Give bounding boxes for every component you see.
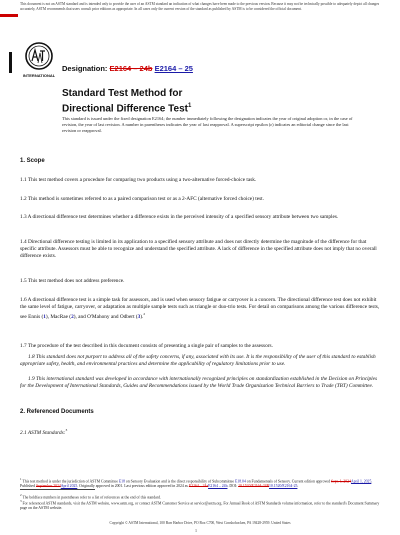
designation	[62, 64, 193, 73]
committee-link[interactable]: E18	[118, 479, 125, 484]
designation-new: E2164 – 25	[154, 64, 193, 73]
para-2-1: 2.1 ASTM Standards:$^3$	[20, 428, 68, 436]
footnote-1: $^1$ This test method is under the jurisdiction of ASTM Committee E18 on Sensory Evaluation and is the direct responsibility of Subcommittee E18.04 on Fundamentals of Sensory. Current edition approved Sept. 1, 2024April 1, 2025. Published September 2024April 2025. Originally approved in 2001. Last previous edition approved in 2024 as E2164 – 24aE2164 – 24b. DOI: 10.1520/E2164-24B10.1520/E2164-25.	[20, 477, 373, 489]
footnote-3: $^3$ For referenced ASTM standards, visit the ASTM website, www.astm.org, or contact ASTM Customer Service at service@astm.org. For Annual Book of ASTM Standards volume information, refer to the standard's Document Summary page on the ASTM website.	[20, 499, 380, 511]
title-line-1: Standard Test Method for	[62, 88, 183, 99]
footnote-2: $^2$ The boldface numbers in parentheses refer to a list of references at the end of this standard.	[20, 493, 161, 500]
section-2-heading: 2. Referenced Documents	[20, 409, 94, 415]
designation-label: Designation:	[62, 64, 108, 73]
page-number: 1	[195, 528, 197, 533]
change-marker	[0, 14, 18, 17]
subcommittee-link[interactable]: E18.04	[234, 479, 246, 484]
title-line-2: Directional Difference Test	[62, 103, 188, 115]
astm-logo-icon	[23, 41, 55, 81]
copyright-footer: Copyright © ASTM International, 100 Barr Harbor Drive, PO Box C700, West Conshohocken, PA 19428-2959. United States	[109, 521, 291, 525]
para-1-5: 1.5 This test method does not address preference.	[20, 278, 125, 284]
svg-text:INTERNATIONAL: INTERNATIONAL	[23, 73, 55, 78]
astm-logo	[23, 41, 55, 81]
reference-link-1[interactable]: 1	[43, 314, 46, 321]
para-1-1: 1.1 This test method covers a procedure for comparing two products using a two-alternative forced-choice task.	[20, 177, 257, 183]
title-footnote-mark: 1	[187, 103, 192, 109]
reference-link-2[interactable]: 2	[71, 314, 74, 321]
change-notice: This document is not an ASTM standard and is intended only to provide the user of an ASTM standard an indication of what changes have been made to the previous version. Because it may not be technically possible to adequately depict all changes accurately, ASTM recommends that users consult prior editions as appropriate. In all cases only the current version of the standard as published by ASTM is to be considered the official document.	[20, 2, 380, 11]
issue-note: This standard is issued under the fixed designation E2164; the number immediately following the designation indicates the year of original adoption or, in the case of revision, the year of last revision. A number in parentheses indicates the year of last reapproval. A superscript epsilon (ε) indicates an editorial change since the last revision or reapproval.	[62, 116, 353, 133]
para-1-7: 1.7 The procedure of the test described in this document consists of presenting a single pair of samples to the assessors.	[20, 343, 273, 349]
document-title	[62, 88, 362, 115]
para-1-4: 1.4 Directional difference testing is limited in its application to a specified sensory attribute and does not directly determine the magnitude of the difference for that specific attribute. Assessors must be able to recognize and understand the specified attribute. A lack of difference in the specified attribute does not imply that no overall difference exists.	[20, 239, 377, 260]
revision-bar	[9, 52, 12, 73]
para-1-3: 1.3 A directional difference test determines whether a difference exists in the perceived intensity of a specified sensory attribute between two samples.	[20, 214, 339, 220]
section-1-heading: 1. Scope	[20, 158, 45, 164]
para-1-8: 1.8 This standard does not purport to address all of the safety concerns, if any, associated with its use. It is the responsibility of the user of this standard to establish appropriate safety, health, and environmental practices and determine the applicability of regulatory limitations prior to use.	[20, 354, 376, 368]
designation-old: E2164 – 24b	[109, 64, 153, 73]
footnote-rule	[20, 489, 95, 490]
para-1-6: 1.6 A directional difference test is a simple task for assessors, and is used when sensory fatigue or carryover is a concern. The directional difference test does not exhibit the same level of fatigue, carryover, or adaptation as multiple sample tests such as triangle or duo-trio tests. For detail on comparisons among the various difference tests, see Ennis (1), MacRae (2), and O'Mahony and Odbert (3).$^2$	[20, 297, 380, 321]
reference-link-3[interactable]: 3	[137, 314, 141, 321]
para-1-2: 1.2 This method is sometimes referred to as a paired comparison test or as a 2-AFC (alternative forced choice) test.	[20, 196, 264, 202]
footnote-mark-2: 2	[143, 312, 146, 317]
para-1-9: 1.9 This international standard was developed in accordance with internationally recognized principles on standardization established in the Decision on Principles for the Development of International Standards, Guides and Recommendations issued by the World Trade Organization Technical Barriers to Trade (TBT) Committee.	[20, 376, 378, 390]
